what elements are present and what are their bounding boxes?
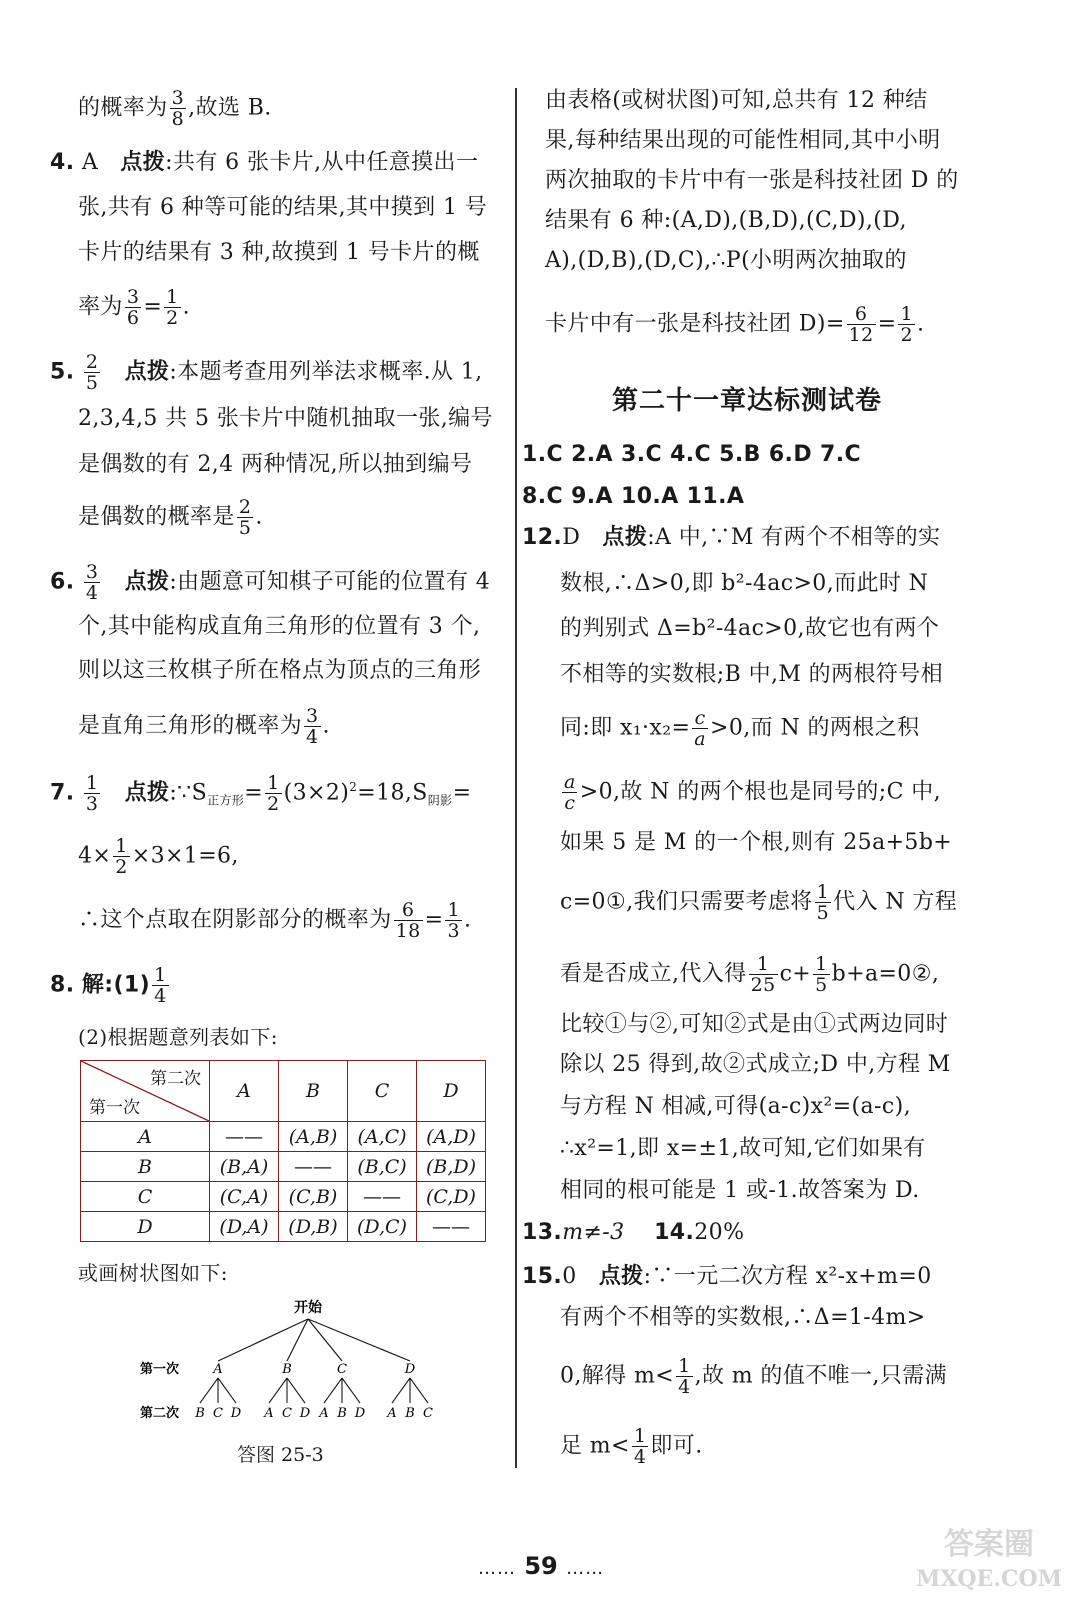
- page-number: 59: [524, 1552, 558, 1580]
- q15-line3: 0,解得 m< $\frac{1}{4}$ ,故 m 的值不唯一,只需满: [560, 1355, 948, 1398]
- tree-node-level2: D: [354, 1406, 366, 1421]
- q5-line2: 2,3,4,5 共 5 张卡片中随机抽取一张,编号: [78, 406, 493, 431]
- q12-line3: 的判别式 Δ=b²-4ac>0,故它也有两个: [560, 616, 940, 641]
- q6-line1: 6. $\frac{3}{4}$ 点拨:由题意可知棋子可能的位置有 4: [50, 561, 491, 604]
- tree-edge: [342, 1378, 360, 1403]
- table-header: C: [348, 1061, 417, 1122]
- q8-table-intro: (2)根据题意列表如下:: [78, 1025, 278, 1049]
- table-header: D: [417, 1061, 486, 1122]
- q8-cont-line6: 卡片中有一张是科技社团 D)= $\frac{6}{12}$ = $\frac{1}{2}$ .: [545, 303, 925, 346]
- hint-label: 点拨: [124, 569, 170, 595]
- tree-edge: [324, 1378, 342, 1403]
- q12-line14: 相同的根可能是 1 或-1.故答案为 D.: [560, 1178, 920, 1203]
- hint-label: 点拨: [124, 359, 170, 385]
- tree-node-level2: B: [337, 1406, 347, 1421]
- table-row: D (D,A) (D,B) (D,C) ——: [81, 1212, 486, 1242]
- q12-line9: 看是否成立,代入得 $\frac{1}{25}$ c+ $\frac{1}{5}$ b+a=0②,: [560, 953, 940, 996]
- q12-line11: 除以 25 得到,故②式成立;D 中,方程 M: [560, 1052, 951, 1077]
- svg-text:MXQE.COM: MXQE.COM: [915, 1566, 1063, 1592]
- q5-line4: 是偶数的概率是 $\frac{2}{5}$ .: [78, 496, 263, 539]
- q12-line5: 同:即 x₁·x₂= $\frac{c}{a}$ >0,而 N 的两根之积: [560, 707, 920, 750]
- q4-line1: [50, 148, 478, 178]
- question-number: 7.: [50, 780, 75, 806]
- footer-dots: ……: [478, 1558, 516, 1579]
- svg-text:答案圈: 答案圈: [944, 1527, 1034, 1562]
- q8-cont-line2: 果,每种结果出现的可能性相同,其中小明: [545, 128, 941, 153]
- answer-fraction: $\frac{3}{4}$: [85, 561, 99, 604]
- q5-line3: 是偶数的有 2,4 两种情况,所以抽到编号: [78, 452, 473, 477]
- q4-line4: 率为 $\frac{3}{6}$ = $\frac{1}{2}$ .: [78, 286, 191, 329]
- tree-node-level2: B: [195, 1406, 205, 1421]
- tree-edge: [392, 1378, 410, 1403]
- q6-line4: 是直角三角形的概率为 $\frac{3}{4}$ .: [78, 705, 330, 748]
- tree-node-level1: C: [337, 1362, 347, 1377]
- answers-8-11: 8.C 9.A 10.A 11.A: [522, 484, 745, 509]
- q6-line2: 个,其中能构成直角三角形的位置有 3 个,: [78, 614, 481, 639]
- tree-node-level2: A: [319, 1406, 329, 1421]
- answer-fraction: $\frac{1}{3}$: [85, 771, 99, 815]
- q12-line2: 数根,∴Δ>0,即 b²-4ac>0,而此时 N: [560, 571, 929, 596]
- hint-label: 点拨: [120, 150, 166, 175]
- q6-line3: 则以这三枚棋子所在格点为顶点的三角形: [78, 658, 482, 683]
- footer-dots: ……: [566, 1558, 605, 1579]
- q8-cont-line1: 由表格(或树状图)可知,总共有 12 种结: [545, 88, 928, 113]
- tree-edge: [218, 1378, 236, 1403]
- answers-1-7: 1.C 2.A 3.C 4.C 5.B 6.D 7.C: [522, 442, 862, 467]
- tree-edge: [269, 1378, 287, 1403]
- tree-node-level2: C: [423, 1406, 433, 1421]
- hint-label: 点拨: [602, 525, 648, 550]
- q12-line4: 不相等的实数根;B 中,M 的两根符号相: [560, 662, 944, 687]
- question-number: 5.: [50, 359, 75, 385]
- tree-node-level1: D: [404, 1362, 416, 1377]
- q12-line12: 与方程 N 相减,可得(a-c)x²=(a-c),: [560, 1094, 911, 1119]
- watermark-logo: [909, 1514, 1069, 1594]
- q15-line1: 15.0 点拨:∵一元二次方程 x²-x+m=0: [522, 1264, 932, 1289]
- text: :共有 6 张卡片,从中任意摸出一: [165, 150, 479, 175]
- q3-conclusion: [78, 88, 272, 129]
- question-number: 4.: [50, 150, 75, 175]
- tree-level1-label: 第一次: [140, 1362, 180, 1377]
- q12-line10: 比较①与②,可知②式是由①式两边同时: [560, 1012, 949, 1037]
- tree-node-level2: D: [230, 1406, 242, 1421]
- table-header: B: [279, 1061, 348, 1122]
- tree-node-level1: A: [213, 1362, 223, 1377]
- tree-diagram: [130, 1295, 470, 1445]
- q12-line8: c=0①,我们只需要考虑将 $\frac{1}{5}$ 代入 N 方程: [560, 881, 958, 924]
- tree-edge: [410, 1378, 428, 1403]
- outcome-table: [80, 1060, 486, 1242]
- text: ,故选 B.: [188, 95, 272, 121]
- page-footer: [478, 1552, 604, 1580]
- tree-node-level2: C: [213, 1406, 223, 1421]
- tree-node-level2: D: [299, 1406, 311, 1421]
- question-number: 8.: [50, 972, 75, 998]
- hint-label: 点拨: [598, 1264, 644, 1289]
- answer-fraction: $\frac{2}{5}$: [85, 351, 99, 394]
- hint-label: 点拨: [124, 780, 170, 806]
- q8-cont-line4: 结果有 6 种:(A,D),(B,D),(C,D),(D,: [545, 208, 907, 233]
- column-divider: [515, 88, 517, 1468]
- q4-line2: 张,共有 6 种等可能的结果,其中摸到 1 号: [78, 195, 488, 220]
- q8-cont-line3: 两次抽取的卡片中有一张是科技社团 D 的: [545, 168, 959, 193]
- tree-intro: 或画树状图如下:: [78, 1261, 228, 1285]
- fraction: $\frac{3}{8}$: [171, 87, 185, 130]
- q15-line2: 有两个不相等的实数根,∴Δ=1-4m>: [560, 1305, 926, 1330]
- table-row: B (B,A) —— (B,C) (B,D): [81, 1152, 486, 1182]
- table-row: A —— (A,B) (A,C) (A,D): [81, 1122, 486, 1152]
- tree-node-level2: A: [264, 1406, 274, 1421]
- tree-node-level2: A: [387, 1406, 397, 1421]
- tree-node-level2: C: [282, 1406, 292, 1421]
- table-header: A: [210, 1061, 279, 1122]
- tree-node-level1: B: [282, 1362, 292, 1377]
- tree-level2-label: 第二次: [140, 1406, 180, 1421]
- q7-line1: 7. $\frac{1}{3}$ 点拨$:\because S_{正方形}=$ $\frac{1}{2}$ $(3\times 2)^2=18,S_{阴影}=$: [50, 771, 472, 815]
- table-row: C (C,A) (C,B) —— (C,D): [81, 1182, 486, 1212]
- q12-line13: ∴x²=1,即 x=±1,故可知,它们如果有: [560, 1136, 926, 1161]
- tree-node-level2: B: [405, 1406, 415, 1421]
- figure-caption: 答图 25-3: [237, 1444, 324, 1466]
- q8-cont-line5: A),(D,B),(D,C),∴P(小明两次抽取的: [545, 248, 907, 273]
- q7-line3: ∴这个点取在阴影部分的概率为 $\frac{6}{18}$ = $\frac{1}{3}$ .: [78, 899, 472, 942]
- answer: A: [81, 150, 99, 175]
- tree-edge: [200, 1378, 218, 1403]
- table-corner-cell: 第二次 第一次: [81, 1061, 210, 1122]
- q12-line1: 12.D 点拨:A 中,∵M 有两个不相等的实: [522, 525, 941, 550]
- question-number: 6.: [50, 569, 75, 595]
- q4-line3: 卡片的结果有 3 种,故摸到 1 号卡片的概: [78, 240, 480, 265]
- q15-line4: 足 m< $\frac{1}{4}$ 即可.: [560, 1425, 703, 1468]
- q12-line6: $\frac{a}{c}$ >0,故 N 的两个根也是同号的;C 中,: [564, 771, 942, 814]
- q7-line2: 4× $\frac{1}{2}$ ×3×1=6,: [78, 835, 239, 878]
- tree-root: 开始: [294, 1300, 322, 1316]
- q12-line7: 如果 5 是 M 的一个根,则有 25a+5b+: [560, 830, 953, 855]
- q13-14-answers: 13.m≠-3 14.20%: [522, 1220, 745, 1245]
- q5-line1: 5. $\frac{2}{5}$ 点拨:本题考查用列举法求概率.从 1,: [50, 351, 483, 394]
- tree-edge: [287, 1378, 305, 1403]
- q8-line1: 8. 解:(1) $\frac{1}{4}$: [50, 964, 167, 1007]
- chapter-heading: 第二十一章达标测试卷: [612, 386, 883, 416]
- text: 的概率为: [78, 95, 168, 121]
